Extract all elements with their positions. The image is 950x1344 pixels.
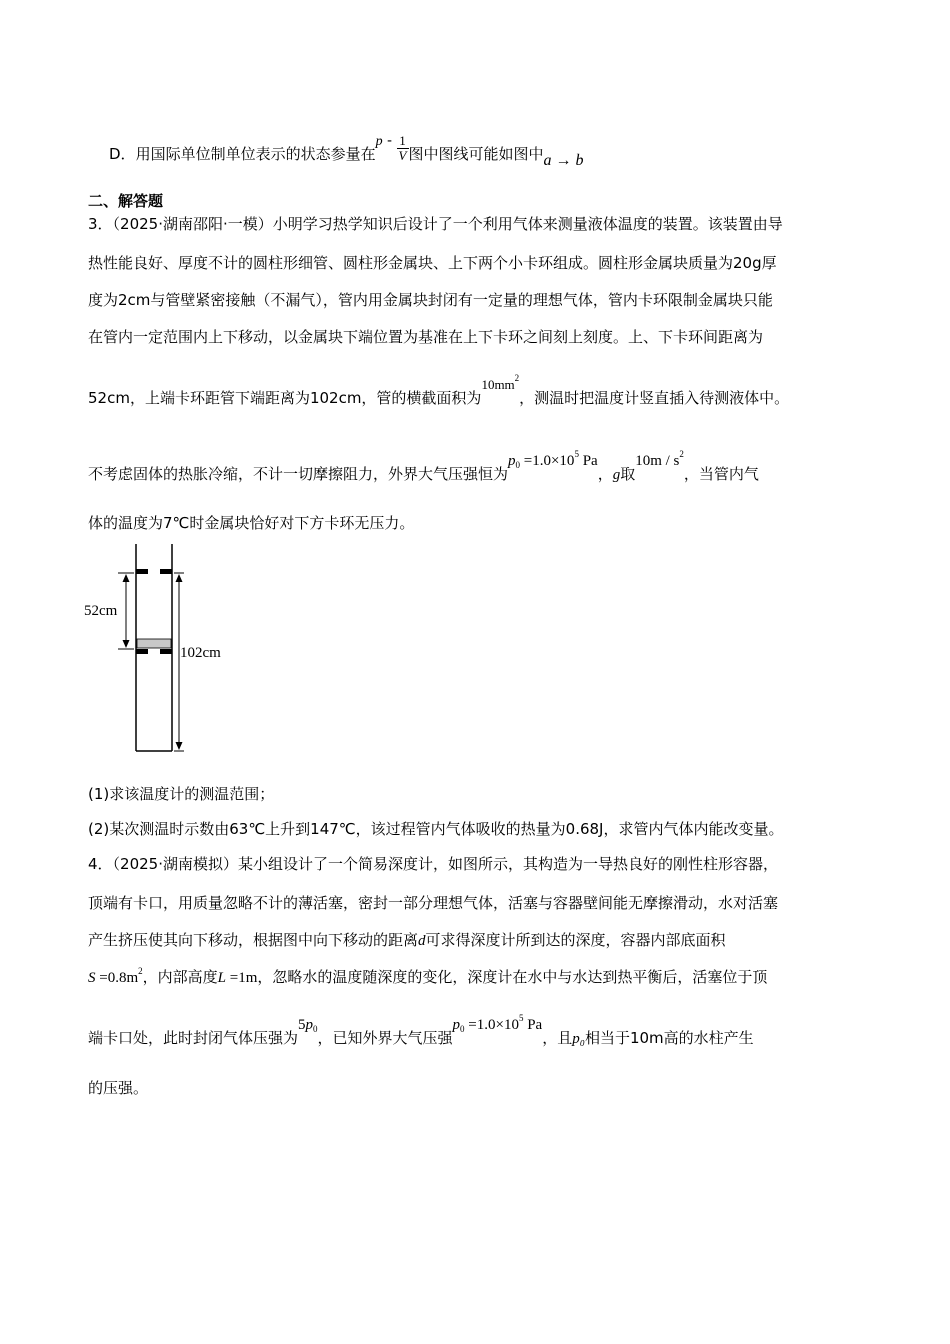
- q3-line-1: 3．（2025·湖南邵阳·一模）小明学习热学知识后设计了一个利用气体来测量液体温度的装置。该装置由导: [88, 215, 783, 233]
- tube-diagram: [84, 544, 244, 756]
- option-d: D．用国际单位制单位表示的状态参量在p - $\frac{1}{V}$ 图中图线可能如图中a → b: [109, 133, 584, 169]
- upper-stopper-right: [160, 569, 172, 574]
- lower-stopper-right: [160, 649, 172, 654]
- q3-line-3: 度为2cm与管壁紧密接触（不漏气），管内用金属块封闭有一定量的理想气体，管内卡环限制金属块只能: [88, 291, 773, 309]
- q3-line-7: 体的温度为7℃时金属块恰好对下方卡环无压力。: [88, 514, 415, 532]
- upper-stopper-left: [136, 569, 148, 574]
- q4-line-5: 端卡口处，此时封闭气体压强为$5p_0$，已知外界大气压强$p_0 =1.0\times 10^5$ Pa，且p₀相当于10m高的水柱产生: [88, 1013, 754, 1047]
- section-title: 二、解答题: [88, 192, 164, 210]
- q3-line-5: 52cm，上端卡环距管下端距离为102cm，管的横截面积为$10mm^2$，测温时把温度计竖直插入待测液体中。: [88, 373, 790, 407]
- fraction-one-over-v: $\frac{1}{V}$: [398, 133, 407, 163]
- q4-line-6: 的压强。: [88, 1079, 149, 1097]
- q4-line-3: 产生挤压使其向下移动，根据图中向下移动的距离d可求得深度计所到达的深度，容器内部底面积: [88, 931, 726, 949]
- q4-line-1: 4．（2025·湖南模拟）某小组设计了一个简易深度计，如图所示，其构造为一导热良好的刚性柱形容器，: [88, 855, 778, 873]
- label-102cm: 102cm: [180, 645, 221, 661]
- q4-line-2: 顶端有卡口，用质量忽略不计的薄活塞，密封一部分理想气体，活塞与容器壁间能无摩擦滑动，水对活塞: [88, 894, 779, 912]
- q3-sub-1: (1)求该温度计的测温范围；: [88, 785, 275, 803]
- q3-line-6: 不考虑固体的热胀冷缩，不计一切摩擦阻力，外界大气压强恒为$p_0 =1.0\times 10^5$ Pa，g取$10m / s^2$，当管内气: [88, 449, 759, 483]
- label-52cm: 52cm: [84, 603, 118, 619]
- lower-stopper-left: [136, 649, 148, 654]
- metal-block: [137, 639, 171, 648]
- q3-sub-2: (2)某次测温时示数由63℃上升到147℃，该过程管内气体吸收的热量为0.68J，求管内气体内能改变量。: [88, 820, 784, 838]
- q3-line-2: 热性能良好、厚度不计的圆柱形细管、圆柱形金属块、上下两个小卡环组成。圆柱形金属块质量为20g厚: [88, 254, 777, 272]
- q4-line-4: $S =0.8m^2$，内部高度L =1m，忽略水的温度随深度的变化，深度计在水中与水达到热平衡后，活塞位于顶: [88, 966, 768, 986]
- q3-line-4: 在管内一定范围内上下移动，以金属块下端位置为基准在上下卡环之间刻上刻度。上、下卡环间距离为: [88, 328, 764, 346]
